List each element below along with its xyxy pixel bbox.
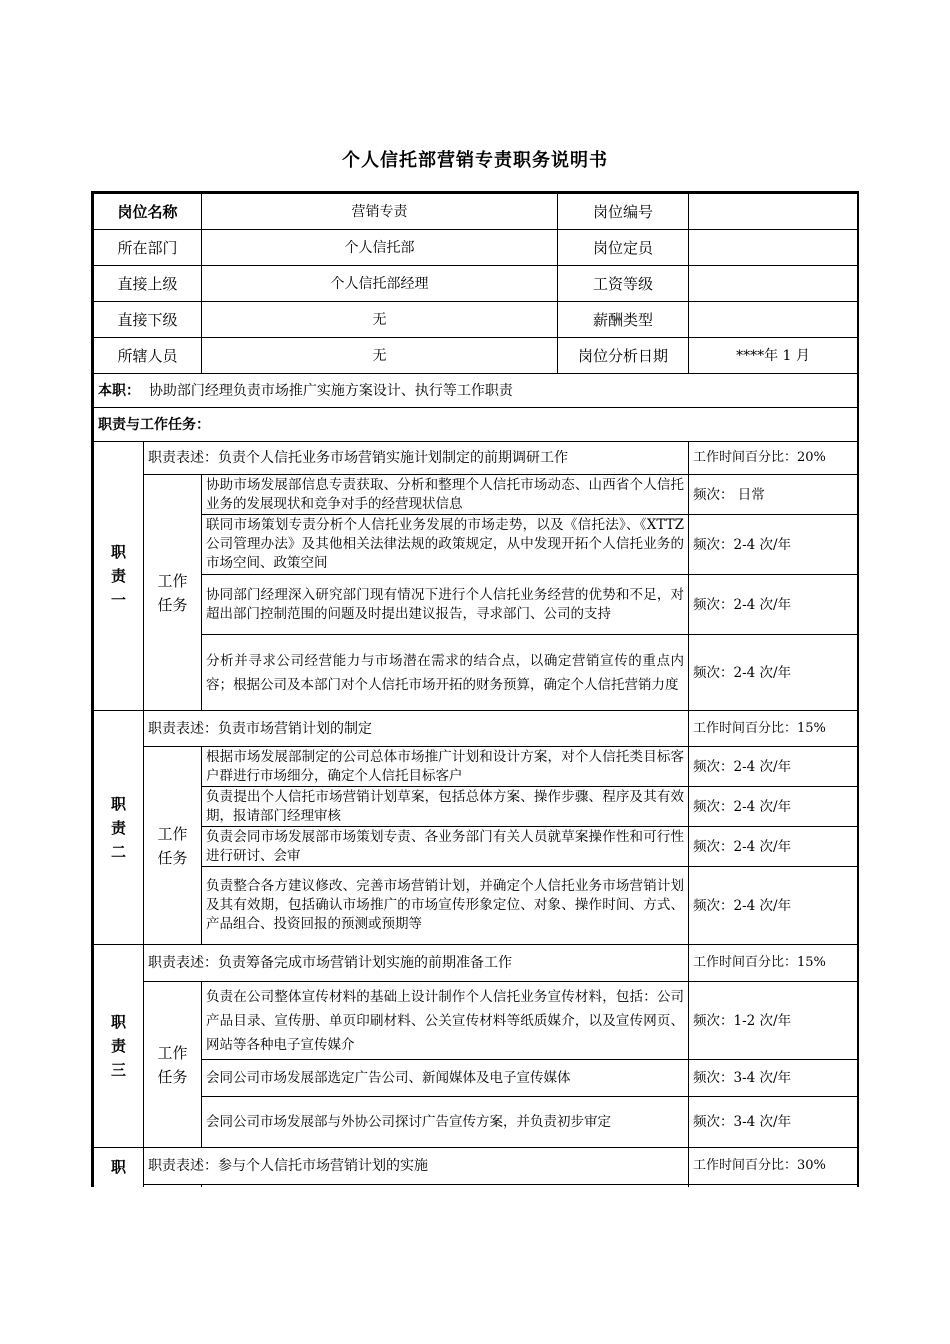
- info-value: [689, 302, 858, 338]
- work-task-label: 工作 任务: [144, 747, 202, 945]
- info-value: ****年 1 月: [689, 338, 858, 374]
- task-text: 负责会同市场发展部市场策划专责、各业务部门有关人员就草案操作性和可行性进行研讨、会审: [202, 827, 689, 867]
- task-frequency: 频次：2-4 次/年: [689, 827, 858, 867]
- time-percentage: 工作时间百分比：15%: [689, 711, 858, 747]
- task-frequency: 频次： 日常: [689, 475, 858, 515]
- work-task-label: 工作 任务: [144, 475, 202, 711]
- task-row: [94, 475, 858, 515]
- time-percentage: 工作时间百分比：30%: [689, 1148, 858, 1185]
- task-frequency: 频次：2-4 次/年: [689, 747, 858, 787]
- duty-description: 职责表述：负责市场营销计划的制定: [144, 711, 689, 747]
- task-text: 根据市场发展部制定的公司总体市场推广计划和设计方案，对个人信托类目标客户群进行市场细分，确定个人信托目标客户: [202, 747, 689, 787]
- task-text: 负责提出个人信托市场营销计划草案，包括总体方案、操作步骤、程序及其有效期，报请部门经理审核: [202, 787, 689, 827]
- info-value: [689, 230, 858, 266]
- task-text: 会同公司市场发展部选定广告公司、新闻媒体及电子宣传媒体: [202, 1060, 689, 1097]
- time-percentage: 工作时间百分比：15%: [689, 945, 858, 982]
- task-frequency: 频次：2-4 次/年: [689, 867, 858, 945]
- info-value: 无: [202, 302, 558, 338]
- info-label: 所在部门: [94, 230, 202, 266]
- info-value: 无: [202, 338, 558, 374]
- task-row: [94, 515, 858, 575]
- core-duty-row: [94, 374, 858, 408]
- task-row: [94, 635, 858, 711]
- job-description-table-frame: [91, 191, 859, 1187]
- task-row: [94, 867, 858, 945]
- task-row: [94, 982, 858, 1060]
- info-value: [689, 266, 858, 302]
- task-cell: [689, 1185, 858, 1188]
- page-title: 个人信托部营销专责职务说明书: [342, 150, 608, 171]
- task-cell: [144, 1185, 202, 1188]
- task-text: 会同公司市场发展部与外协公司探讨广告宣传方案，并负责初步审定: [202, 1097, 689, 1148]
- duty-description: 职责表述：参与个人信托市场营销计划的实施: [144, 1148, 689, 1185]
- info-label: 岗位编号: [558, 194, 689, 230]
- info-value: 营销专责: [202, 194, 558, 230]
- info-row: [94, 230, 858, 266]
- task-frequency: 频次：2-4 次/年: [689, 575, 858, 635]
- info-label: 岗位定员: [558, 230, 689, 266]
- task-row: [94, 787, 858, 827]
- task-frequency: 频次：1-2 次/年: [689, 982, 858, 1060]
- duty-label: 职: [94, 1148, 144, 1188]
- task-row: [94, 827, 858, 867]
- info-row: [94, 266, 858, 302]
- info-label: 岗位名称: [94, 194, 202, 230]
- time-percentage: 工作时间百分比：20%: [689, 442, 858, 475]
- info-label: 薪酬类型: [558, 302, 689, 338]
- duty-label: 职 责 二: [94, 711, 144, 945]
- info-row: [94, 194, 858, 230]
- info-value: [689, 194, 858, 230]
- core-duty-label: 本职：: [98, 382, 140, 399]
- core-duty-text: 协助部门经理负责市场推广实施方案设计、执行等工作职责: [148, 382, 513, 399]
- work-task-label: 工作 任务: [144, 982, 202, 1148]
- duty-desc-row: [94, 711, 858, 747]
- tasks-header-row: [94, 408, 858, 442]
- info-label: 直接下级: [94, 302, 202, 338]
- task-frequency: 频次：3-4 次/年: [689, 1060, 858, 1097]
- info-value: 个人信托部经理: [202, 266, 558, 302]
- info-label: 工资等级: [558, 266, 689, 302]
- task-row: [94, 1185, 858, 1188]
- task-text: 联同市场策划专责分析个人信托业务发展的市场走势，以及《信托法》、《XTTZ 公司管理办法》及其他相关法律法规的政策规定，从中发现开拓个人信托业务的市场空间、政策空间: [202, 515, 689, 575]
- duty-desc-row: [94, 1148, 858, 1185]
- info-row: [94, 302, 858, 338]
- duty-desc-row: [94, 442, 858, 475]
- task-text: 分析并寻求公司经营能力与市场潜在需求的结合点，以确定营销宣传的重点内容；根据公司及本部门对个人信托市场开拓的财务预算，确定个人信托营销力度: [202, 635, 689, 711]
- task-frequency: 频次：3-4 次/年: [689, 1097, 858, 1148]
- tasks-header: 职责与工作任务：: [94, 408, 858, 442]
- task-row: [94, 1097, 858, 1148]
- info-row: [94, 338, 858, 374]
- task-text: 协同部门经理深入研究部门现有情况下进行个人信托业务经营的优势和不足，对超出部门控制范围的问题及时提出建议报告，寻求部门、公司的支持: [202, 575, 689, 635]
- duty-desc-row: [94, 945, 858, 982]
- info-label: 岗位分析日期: [558, 338, 689, 374]
- duty-description: 职责表述：负责个人信托业务市场营销实施计划制定的前期调研工作: [144, 442, 689, 475]
- duty-label: 职 责 一: [94, 442, 144, 711]
- task-frequency: 频次：2-4 次/年: [689, 515, 858, 575]
- info-label: 所辖人员: [94, 338, 202, 374]
- task-text: 负责整合各方建议修改、完善市场营销计划，并确定个人信托业务市场营销计划及其有效期，包括确认市场推广的市场宣传形象定位、对象、操作时间、方式、产品组合、投资回报的预测或预期等: [202, 867, 689, 945]
- job-description-table: [93, 193, 858, 1187]
- info-value: 个人信托部: [202, 230, 558, 266]
- duty-label: 职 责 三: [94, 945, 144, 1148]
- info-label: 直接上级: [94, 266, 202, 302]
- task-row: [94, 747, 858, 787]
- task-row: [94, 575, 858, 635]
- task-frequency: 频次：2-4 次/年: [689, 787, 858, 827]
- core-duty: [94, 374, 858, 408]
- task-text: 协助市场发展部信息专责获取、分析和整理个人信托市场动态、山西省个人信托业务的发展现状和竞争对手的经营现状信息: [202, 475, 689, 515]
- task-text: 负责在公司整体宣传材料的基础上设计制作个人信托业务宣传材料，包括：公司产品目录、宣传册、单页印刷材料、公关宣传材料等纸质媒介，以及宣传网页、网站等各种电子宣传媒介: [202, 982, 689, 1060]
- task-row: [94, 1060, 858, 1097]
- task-frequency: 频次：2-4 次/年: [689, 635, 858, 711]
- duty-description: 职责表述：负责筹备完成市场营销计划实施的前期准备工作: [144, 945, 689, 982]
- task-cell: [202, 1185, 689, 1188]
